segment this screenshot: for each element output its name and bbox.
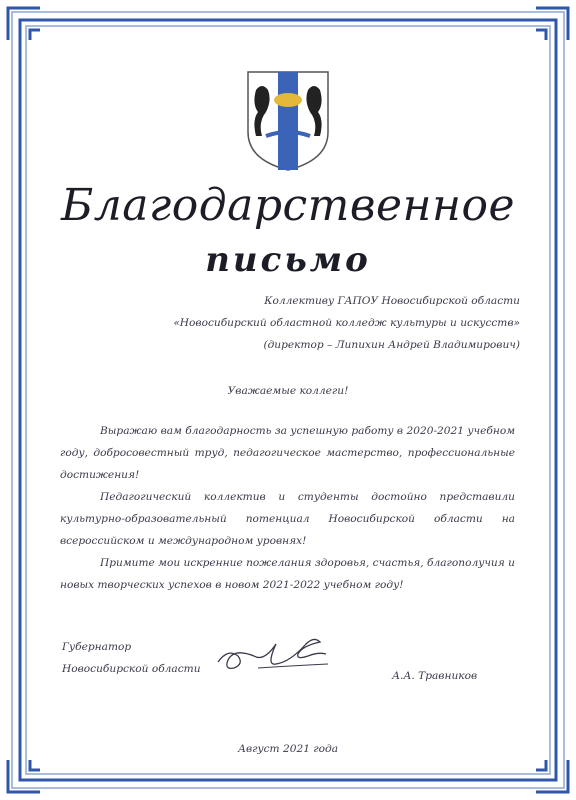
addressee-line: «Новосибирский областной колледж культуры и искусств» — [173, 317, 520, 329]
body-paragraph: Примите мои искренние пожелания здоровья, счастья, благополучия и новых творческих успехов в новом 2021-2022 учебном году! — [60, 557, 515, 591]
signer-title — [62, 636, 201, 680]
addressee-line: (директор – Липихин Андрей Владимирович) — [263, 339, 520, 351]
addressee-block — [150, 290, 520, 356]
letter-date: Август 2021 года — [237, 743, 339, 755]
coat-of-arms-icon — [246, 70, 330, 172]
addressee-line: Коллективу ГАПОУ Новосибирской области — [264, 295, 520, 307]
signer-title-line: Новосибирской области — [62, 663, 201, 675]
body-paragraph: Педагогический коллектив и студенты достойно представили культурно-образовательный потенциал Новосибирской области на всероссийском и международном уровнях! — [60, 491, 515, 547]
signer-title-line: Губернатор — [62, 641, 132, 653]
title-line-2: письмо — [205, 240, 371, 280]
handwritten-signature — [212, 628, 342, 680]
greeting: Уважаемые коллеги! — [227, 385, 349, 397]
body-paragraph: Выражаю вам благодарность за успешную работу в 2020-2021 учебном году, добросовестный труд, педагогическое мастерство, профессиональные достижения! — [60, 425, 515, 481]
title-line-1: Благодарственное — [60, 180, 516, 231]
signer-name: А.А. Травников — [392, 670, 478, 682]
letter-body — [60, 420, 515, 596]
